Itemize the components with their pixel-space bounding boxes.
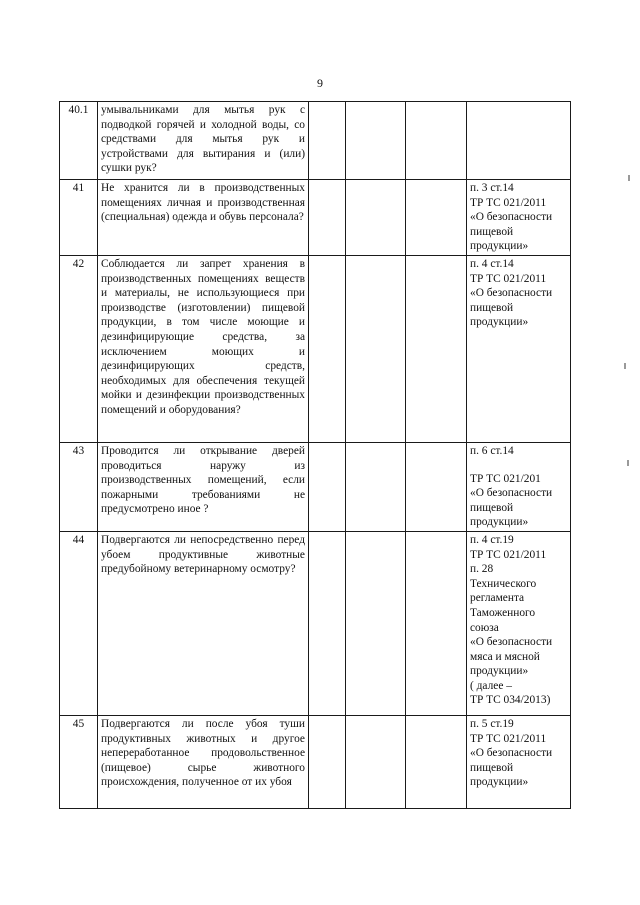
table-row (60, 715, 571, 808)
answer-yes-cell (309, 102, 346, 180)
row-number: 40.1 (60, 102, 98, 180)
reference-line: п. 6 ст.14 (470, 444, 514, 457)
reference-line: ТР ТС 034/2013) (470, 694, 551, 707)
reference-line: пищевой (470, 301, 514, 314)
reference-line: ( далее – (470, 679, 512, 692)
page-number: 9 (317, 76, 323, 90)
legal-reference (467, 442, 571, 531)
answer-no-cell (346, 442, 406, 531)
requirement-question: Подвергаются ли после убоя туши продуктивных животных и другое непереработанное продовольственное (пищевое) сырье животного происхождения, полученное от их убоя (98, 715, 309, 808)
answer-no-cell (346, 102, 406, 180)
answer-na-cell (406, 255, 467, 442)
table-row (60, 442, 571, 531)
reference-line: союза (470, 621, 499, 634)
reference-line: мяса и мясной (470, 650, 540, 663)
answer-yes-cell (309, 255, 346, 442)
reference-line: п. 4 ст.14 (470, 257, 514, 270)
reference-line: п. 3 ст.14 (470, 182, 514, 194)
answer-na-cell (406, 531, 467, 715)
legal-reference (467, 715, 571, 808)
reference-line: «О безопасности (470, 636, 553, 649)
requirement-question: Соблюдается ли запрет хранения в производственных помещениях веществ и материалы, не использующиеся при производстве (изготовлении) пищевой продукции, в том числе моющие и дезинфицирующие средства, за исключением моющих и дезинфицирующих средств, необходимых для обеспечения текущей мойки и дезинфекции производственных помещений и оборудования? (98, 255, 309, 442)
table-row (60, 180, 571, 256)
answer-na-cell (406, 180, 467, 256)
reference-line: продукции» (470, 665, 529, 678)
requirement-question: Подвергаются ли непосредственно перед убоем продуктивные животные предубойному ветеринарному осмотру? (98, 531, 309, 715)
answer-yes-cell (309, 715, 346, 808)
table-row (60, 531, 571, 715)
reference-line: ТР ТС 021/2011 (470, 548, 547, 561)
answer-na-cell (406, 102, 467, 180)
reference-line: «О безопасности (470, 487, 553, 500)
row-number: 45 (60, 715, 98, 808)
margin-mark (624, 363, 626, 369)
reference-line: п. 28 (470, 563, 494, 576)
requirement-question: умывальниками для мытья рук с подводкой горячей и холодной воды, со средствами для мытья рук и устройствами для вытирания и (или) сушки рук? (98, 102, 309, 180)
answer-na-cell (406, 442, 467, 531)
reference-line: «О безопасности (470, 211, 553, 224)
reference-line: пищевой (470, 225, 514, 238)
table-row (60, 102, 571, 180)
reference-line: «О безопасности (470, 287, 553, 300)
table-row (60, 255, 571, 442)
reference-line: продукции» (470, 240, 529, 253)
answer-yes-cell (309, 442, 346, 531)
requirement-question: Не хранится ли в производственных помещениях личная и производственная (специальная) одежда и обувь персонала? (98, 180, 309, 256)
answer-no-cell (346, 715, 406, 808)
answer-yes-cell (309, 180, 346, 256)
reference-line: ТР ТС 021/2011 (470, 272, 547, 285)
reference-line: пищевой (470, 501, 514, 514)
reference-line: продукции» (470, 316, 529, 329)
reference-line: регламента (470, 592, 525, 605)
legal-reference (467, 102, 571, 180)
answer-no-cell (346, 255, 406, 442)
requirement-question: Проводится ли открывание дверей проводиться наружу из производственных помещений, если пожарными требованиями не предусмотрено иное ? (98, 442, 309, 531)
reference-line: продукции» (470, 516, 529, 529)
reference-line: ТР ТС 021/2011 (470, 732, 547, 745)
reference-line: ТР ТС 021/201 (470, 472, 541, 485)
legal-reference (467, 255, 571, 442)
answer-yes-cell (309, 531, 346, 715)
reference-line: п. 5 ст.19 (470, 717, 514, 730)
row-number: 43 (60, 442, 98, 531)
answer-no-cell (346, 531, 406, 715)
requirements-table (59, 101, 571, 809)
reference-line: продукции» (470, 776, 529, 789)
margin-mark (628, 175, 630, 181)
legal-reference (467, 180, 571, 256)
row-number: 41 (60, 180, 98, 256)
reference-gap (470, 459, 567, 472)
legal-reference (467, 531, 571, 715)
answer-na-cell (406, 715, 467, 808)
reference-line: ТР ТС 021/2011 (470, 196, 547, 209)
reference-line: п. 4 ст.19 (470, 533, 514, 546)
reference-line: пищевой (470, 761, 514, 774)
row-number: 44 (60, 531, 98, 715)
reference-line: Технического (470, 577, 537, 590)
answer-no-cell (346, 180, 406, 256)
reference-line: Таможенного (470, 606, 536, 619)
row-number: 42 (60, 255, 98, 442)
reference-line: «О безопасности (470, 747, 553, 760)
margin-mark (627, 460, 629, 466)
